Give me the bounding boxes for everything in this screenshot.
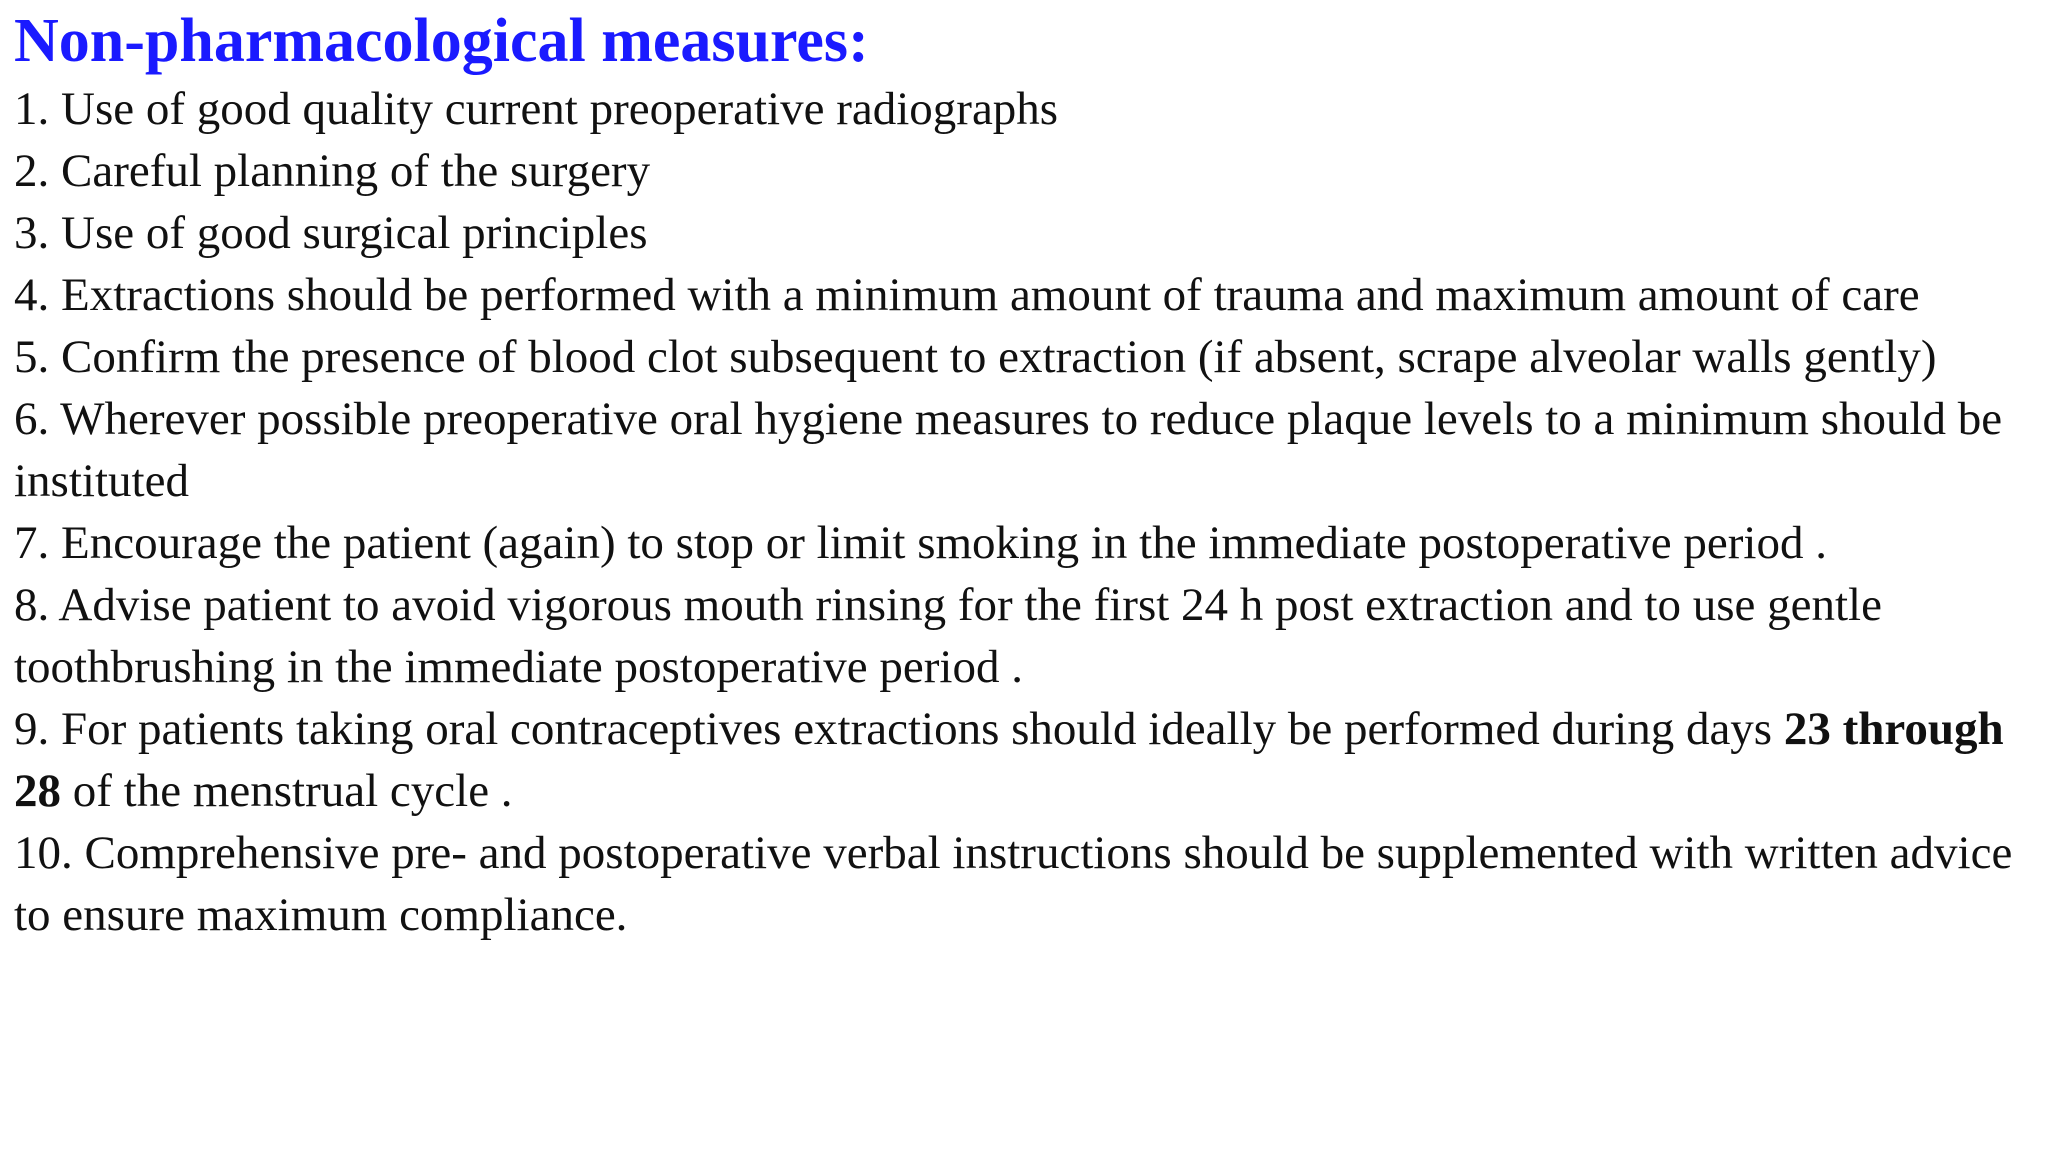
list-item: 1. Use of good quality current preoperative radiographs <box>14 83 1059 135</box>
list-item: 3. Use of good surgical principles <box>14 207 648 259</box>
list-item-text: of the menstrual cycle . <box>61 765 513 817</box>
list-item <box>14 698 2034 822</box>
bold-emphasis: 23 through 28 <box>14 703 2004 817</box>
slide-content <box>14 6 2034 946</box>
list-item: 8. Advise patient to avoid vigorous mouth rinsing for the first 24 h post extraction and to use gentle toothbrushing in the immediate postoperative period . <box>14 579 1882 693</box>
list-item: 10. Comprehensive pre- and postoperative verbal instructions should be supplemented with written advice to ensure maximum compliance. <box>14 827 2013 941</box>
list-item: 4. Extractions should be performed with a minimum amount of trauma and maximum amount of care <box>14 269 1920 321</box>
list-item: 7. Encourage the patient (again) to stop or limit smoking in the immediate postoperative period . <box>14 517 1827 569</box>
list-item: 6. Wherever possible preoperative oral hygiene measures to reduce plaque levels to a minimum should be instituted <box>14 393 2003 507</box>
list-item: 2. Careful planning of the surgery <box>14 145 651 197</box>
measures-list <box>14 78 2034 946</box>
list-item: 5. Confirm the presence of blood clot subsequent to extraction (if absent, scrape alveolar walls gently) <box>14 331 1937 383</box>
list-item-text: 9. For patients taking oral contraceptives extractions should ideally be performed during days <box>14 703 1784 755</box>
slide-title: Non-pharmacological measures: <box>14 7 869 75</box>
